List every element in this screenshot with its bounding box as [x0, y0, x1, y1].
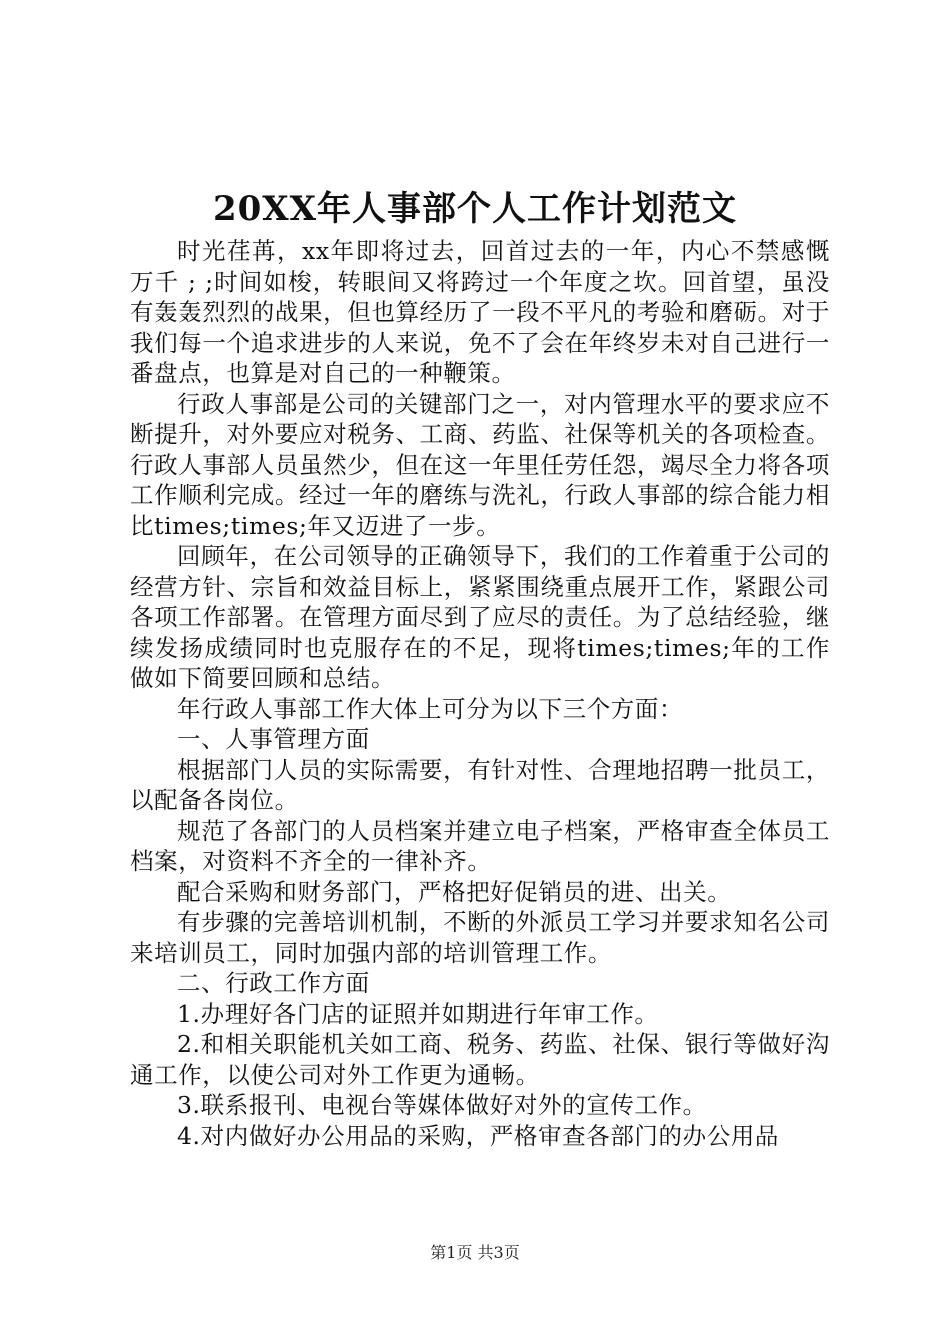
section-heading-admin: 二、行政工作方面	[177, 969, 370, 997]
paragraph-archives: 规范了各部门的人员档案并建立电子档案，严格审查全体员工档案，对资料不齐全的一律补齐。	[130, 816, 830, 875]
document-title: 20XX年人事部个人工作计划范文	[212, 189, 738, 229]
paragraph-training: 有步骤的完善培训机制，不断的外派员工学习并要求知名公司来培训员工，同时加强内部的培训管理工作。	[130, 908, 830, 967]
section-heading-hr: 一、人事管理方面	[177, 725, 370, 753]
list-item-4: 4.对内做好办公用品的采购，严格审查各部门的办公用品	[177, 1121, 780, 1150]
list-item-3: 3.联系报刊、电视台等媒体做好对外的宣传工作。	[177, 1091, 707, 1119]
paragraph-purchase: 配合采购和财务部门，严格把好促销员的进、出关。	[177, 877, 732, 906]
document-body	[130, 236, 830, 1151]
paragraph-recruit: 根据部门人员的实际需要，有针对性、合理地招聘一批员工，以配备各岗位。	[130, 755, 830, 814]
paragraph-review: 回顾年，在公司领导的正确领导下，我们的工作着重于公司的经营方针、宗旨和效益目标上，紧紧围绕重点展开工作，紧跟公司各项工作部署。在管理方面尽到了应尽的责任。为了总结经验，继续发扬成绩同时也克服存在的不足，现将times;times;年的工作做如下简要回顾和总结。	[130, 542, 830, 692]
paragraph-intro: 时光荏苒，xx年即将过去，回首过去的一年，内心不禁感慨万千 ; ;时间如梭，转眼间又将跨过一个年度之坎。回首望，虽没有轰轰烈烈的战果，但也算经历了一段不平凡的考验和磨砺。对于我们每一个追求进步的人来说，免不了会在年终岁未对自己进行一番盘点，也算是对自己的一种鞭策。	[130, 237, 830, 387]
page-footer: 第1页 共3页	[430, 1243, 520, 1262]
list-item-1: 1.办理好各门店的证照并如期进行年审工作。	[177, 999, 659, 1028]
paragraph-overview: 年行政人事部工作大体上可分为以下三个方面：	[177, 694, 684, 723]
paragraph-department: 行政人事部是公司的关键部门之一，对内管理水平的要求应不断提升，对外要应对税务、工商、药监、社保等机关的各项检查。行政人事部人员虽然少，但在这一年里任劳任怨，竭尽全力将各项工作顺利完成。经过一年的磨练与洗礼，行政人事部的综合能力相比times;times;年又迈进了一步。	[130, 389, 830, 540]
list-item-2: 2.和相关职能机关如工商、税务、药监、社保、银行等做好沟通工作，以使公司对外工作更为通畅。	[130, 1030, 830, 1089]
